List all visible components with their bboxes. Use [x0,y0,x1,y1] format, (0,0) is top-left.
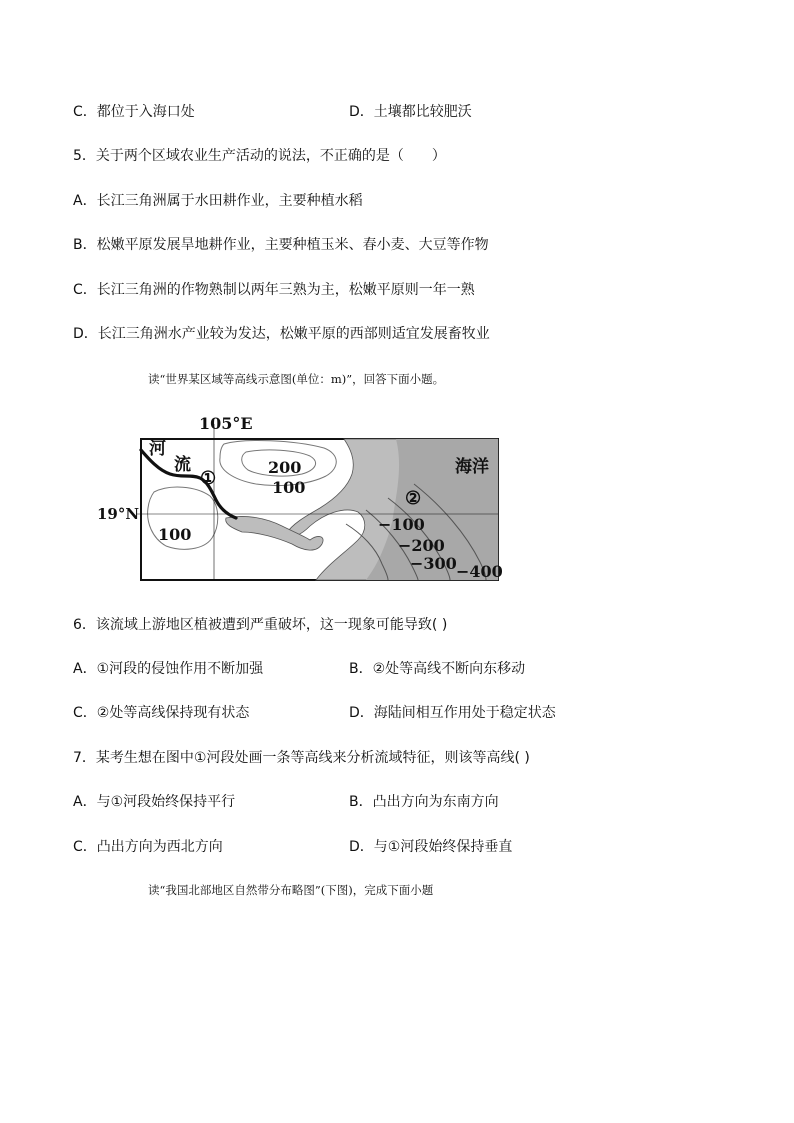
q6-option-d: D．海陆间相互作用处于稳定状态 [349,705,556,721]
q7-option-b: B．凸出方向为东南方向 [349,794,499,810]
q6-option-a: A．①河段的侵蚀作用不断加强 [73,661,264,677]
q7-option-d: D．与①河段始终保持垂直 [349,839,513,855]
q4-option-c: C．都位于入海口处 [73,104,195,120]
q6-stem: 6．该流域上游地区植被遭到严重破坏，这一现象可能导致( ) [73,617,448,633]
contour-label-minus-300: −300 [410,554,457,573]
contour-label-100-top: 100 [272,478,306,497]
q7-option-c: C．凸出方向为西北方向 [73,839,223,855]
q4-option-d: D．土壤都比较肥沃 [349,104,472,120]
contour-label-minus-100: −100 [378,515,425,534]
sea-label: 海洋 [455,457,489,477]
next-map-caption: 读“我国北部地区自然带分布略图”(下图)，完成下面小题 [148,883,434,897]
contour-map [96,414,502,584]
contour-label-minus-200: −200 [398,536,445,555]
q6-option-c: C．②处等高线保持现有状态 [73,705,250,721]
q6-option-b: B．②处等高线不断向东移动 [349,661,526,677]
marker-1: ① [200,468,217,489]
q5-stem: 5．关于两个区域农业生产活动的说法，不正确的是（ ） [73,148,446,164]
contour-label-minus-400: −400 [456,562,503,581]
q5-option-b: B．松嫩平原发展旱地耕作业，主要种植玉米、春小麦、大豆等作物 [73,237,489,253]
river-label-2: 流 [174,455,191,475]
q5-option-a: A．长江三角洲属于水田耕作业，主要种植水稻 [73,193,363,209]
q7-option-a: A．与①河段始终保持平行 [73,794,236,810]
contour-label-200: 200 [268,458,302,477]
map-caption: 读“世界某区域等高线示意图(单位：m)”，回答下面小题。 [148,372,445,386]
q5-option-c: C．长江三角洲的作物熟制以两年三熟为主，松嫩平原则一年一熟 [73,282,475,298]
q5-option-d: D．长江三角洲水产业较为发达，松嫩平原的西部则适宜发展畜牧业 [73,326,490,342]
contour-label-100-left: 100 [158,525,192,544]
latitude-label: 19°N [97,505,140,523]
longitude-label: 105°E [199,414,253,433]
river-label-1: 河 [149,439,166,459]
marker-2: ② [405,488,422,509]
q7-stem: 7．某考生想在图中①河段处画一条等高线来分析流域特征，则该等高线( ) [73,750,530,766]
